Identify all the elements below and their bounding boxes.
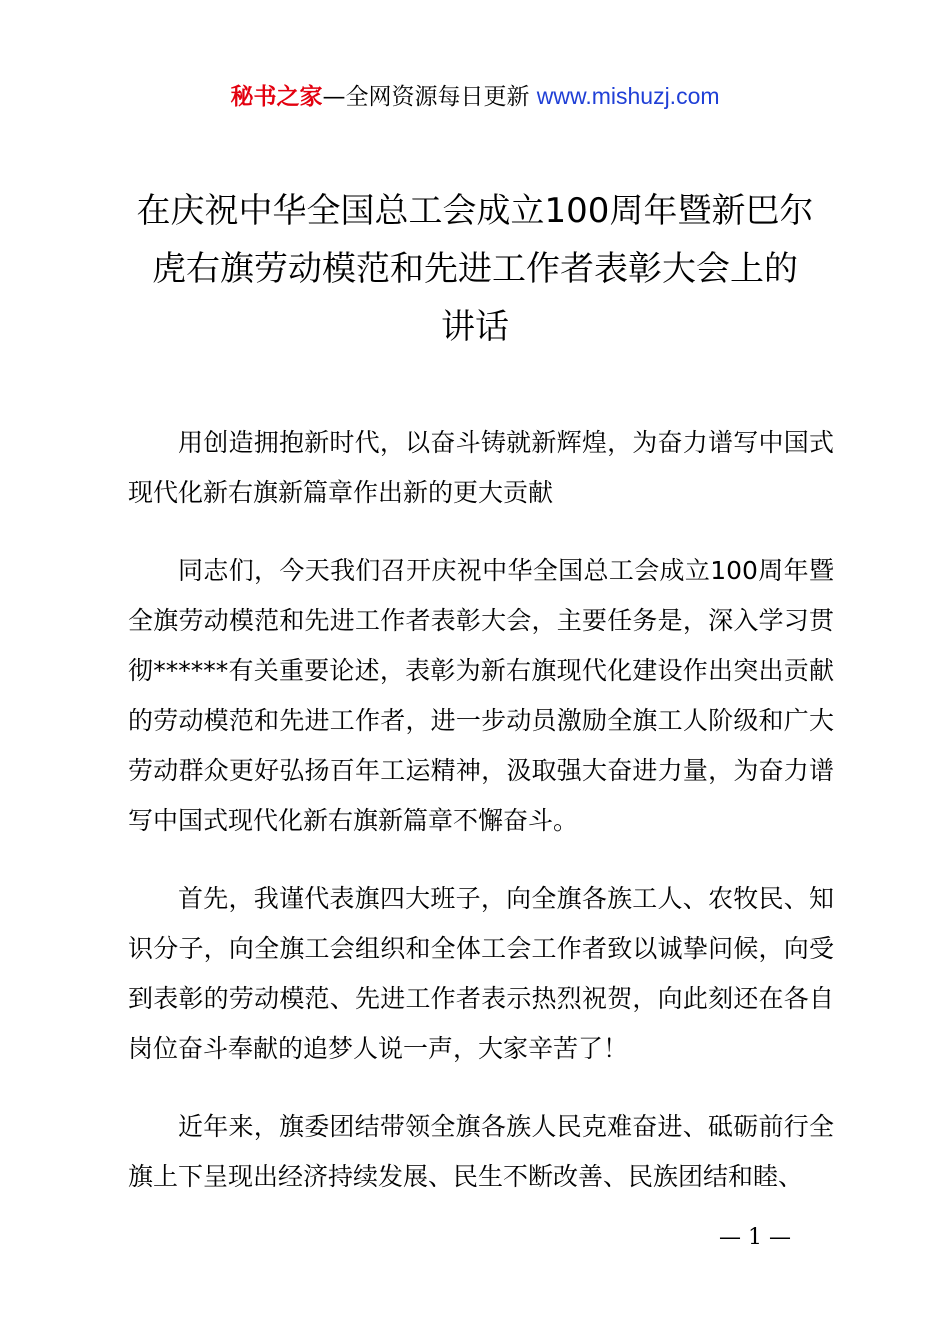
- paragraph: 首先，我谨代表旗四大班子，向全旗各族工人、农牧民、知识分子，向全旗工会组织和全体工会工作者致以诚挚问候，向受到表彰的劳动模范、先进工作者表示热烈祝贺，向此刻还在各自岗位奋斗奉献的追梦人说一声，大家辛苦了！: [128, 884, 834, 1063]
- site-header: [0, 80, 950, 113]
- paragraph: 近年来，旗委团结带领全旗各族人民克难奋进、砥砺前行全旗上下呈现出经济持续发展、民生不断改善、民族团结和睦、: [128, 1112, 834, 1191]
- document-title: [110, 182, 840, 356]
- page-number: — 1 —: [719, 1225, 791, 1250]
- site-url-link[interactable]: www.mishuzj.com: [536, 83, 720, 109]
- site-brand: 秘书之家: [230, 84, 323, 110]
- paragraph: 同志们，今天我们召开庆祝中华全国总工会成立100周年暨全旗劳动模范和先进工作者表彰大会，主要任务是，深入学习贯彻******有关重要论述，表彰为新右旗现代化建设作出突出贡献的劳动模范和先进工作者，进一步动员激励全旗工人阶级和广大劳动群众更好弘扬百年工运精神，汲取强大奋进力量，为奋力谱写中国式现代化新右旗新篇章不懈奋斗。: [128, 556, 834, 835]
- site-tagline: —全网资源每日更新: [322, 84, 530, 110]
- title-line: 在庆祝中华全国总工会成立100周年暨新巴尔: [136, 191, 814, 231]
- paragraph-subtitle: 用创造拥抱新时代，以奋斗铸就新辉煌，为奋力谱写中国式现代化新右旗新篇章作出新的更大贡献: [128, 428, 834, 507]
- title-line: 讲话: [441, 307, 509, 347]
- document-body: [128, 418, 834, 1230]
- title-line: 虎右旗劳动模范和先进工作者表彰大会上的: [152, 249, 798, 289]
